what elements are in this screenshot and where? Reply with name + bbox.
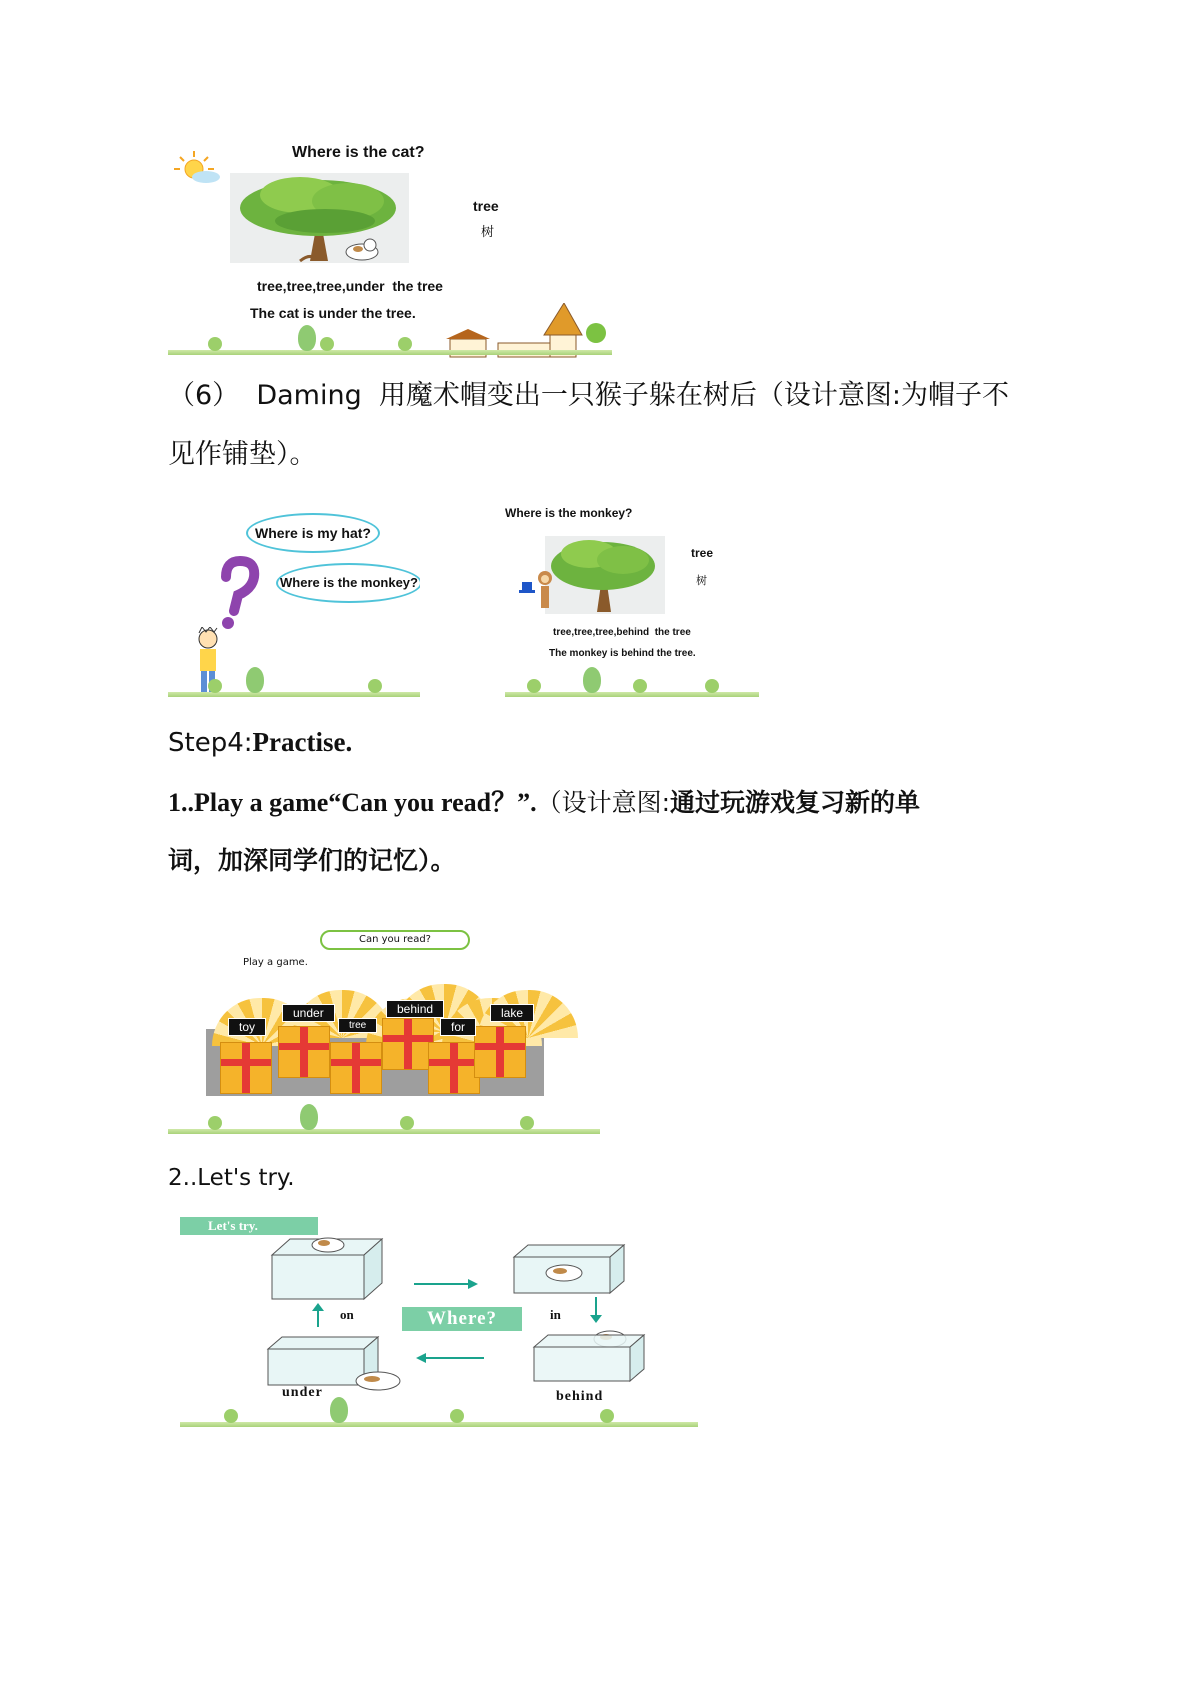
slide3-word: tree: [691, 546, 714, 560]
slide1-sentence: The cat is under the tree.: [250, 305, 416, 321]
gift-box[interactable]: [278, 1026, 330, 1078]
gift-box[interactable]: [474, 1026, 526, 1078]
grass-ground: [168, 665, 420, 703]
slide-lets-try: [180, 1215, 698, 1433]
item1-note: （设计意图:: [536, 788, 671, 817]
word-tag-for[interactable]: for: [440, 1018, 476, 1036]
tree-image: [230, 173, 409, 263]
item1-line1: [168, 781, 920, 825]
bubble-hat-text: Where is my hat?: [255, 525, 371, 541]
tree-icon: [230, 173, 409, 263]
step4-title: Practise.: [252, 727, 353, 757]
slide-where-is-my-hat: [168, 505, 420, 703]
slide1-chant: tree,tree,tree,under the tree: [257, 278, 443, 294]
word-tag-toy[interactable]: toy: [228, 1018, 266, 1036]
slide1-title: Where is the cat?: [292, 144, 425, 161]
slide4-subtitle: Play a game.: [243, 957, 308, 968]
slide1-word: tree: [473, 198, 499, 214]
grass-ground: [180, 1395, 698, 1433]
game-scene: [206, 984, 544, 1096]
slide4-pill-text: Can you read?: [358, 934, 431, 945]
slide3-word-cn: 树: [696, 574, 707, 587]
sun-icon: [168, 149, 224, 185]
question-mark-icon: [208, 555, 264, 633]
cat-icon: [342, 235, 382, 261]
arrow-down-icon: [588, 1295, 604, 1325]
arrow-up-icon: [310, 1301, 326, 1329]
grass-ground: [168, 323, 612, 361]
slide3-title: Where is the monkey?: [505, 506, 633, 520]
gift-box[interactable]: [220, 1042, 272, 1094]
item1-line2: 词，加深同学们的记忆）。: [168, 846, 456, 875]
glass-box-in: [512, 1243, 628, 1295]
slide3-chant: tree,tree,tree,behind the tree: [553, 627, 691, 638]
paragraph-6-line2: 见作铺垫）。: [168, 439, 317, 470]
where-banner-text: Where?: [426, 1308, 498, 1329]
arrow-left-icon: [414, 1351, 486, 1365]
monkey-icon: [533, 568, 555, 612]
gift-box[interactable]: [330, 1042, 382, 1094]
step4-prefix: Step4:: [168, 728, 253, 758]
slide-where-is-the-monkey: [505, 500, 759, 703]
gift-box[interactable]: [428, 1042, 480, 1094]
glass-box-behind: [532, 1325, 648, 1383]
where-banner: [402, 1307, 522, 1331]
word-tag-lake[interactable]: lake: [490, 1004, 534, 1022]
slide-can-you-read: [168, 900, 600, 1140]
step4-heading: [168, 727, 352, 758]
word-tag-under[interactable]: under: [282, 1004, 335, 1022]
glass-box-on: [270, 1235, 386, 1301]
item2-text: 2..Let's try.: [168, 1165, 295, 1191]
slide4-pill: [320, 930, 470, 950]
item1-note-bold: 通过玩游戏复习新的单: [670, 788, 921, 817]
word-tag-behind[interactable]: behind: [386, 1000, 444, 1018]
item1-title: 1..Play a game“Can you read？”.: [168, 788, 537, 817]
speech-bubble-monkey: [276, 563, 420, 603]
label-in: in: [550, 1307, 561, 1322]
tree-icon: [545, 536, 665, 614]
lets-try-banner-text: Let's try.: [208, 1218, 258, 1233]
label-behind: behind: [556, 1389, 604, 1404]
speech-bubble-hat: [246, 513, 380, 553]
bubble-monkey-text: Where is the monkey?: [280, 575, 418, 590]
tree-image: [545, 536, 665, 614]
word-tag-tree[interactable]: tree: [338, 1018, 377, 1033]
slide3-sentence: The monkey is behind the tree.: [549, 648, 696, 659]
slide-where-is-the-cat: [168, 135, 612, 361]
label-under: under: [282, 1385, 323, 1400]
paragraph-6-line1: （6） Daming 用魔术帽变出一只猴子躲在树后（设计意图:为帽子不: [168, 380, 1009, 411]
magic-hat-icon: [519, 582, 535, 594]
slide1-word-cn: 树: [481, 225, 495, 240]
gift-box[interactable]: [382, 1018, 434, 1070]
arrow-right-icon: [412, 1277, 480, 1291]
lets-try-banner: [180, 1217, 318, 1235]
grass-ground: [168, 1102, 600, 1140]
grass-ground: [505, 665, 759, 703]
label-on: on: [340, 1307, 354, 1322]
